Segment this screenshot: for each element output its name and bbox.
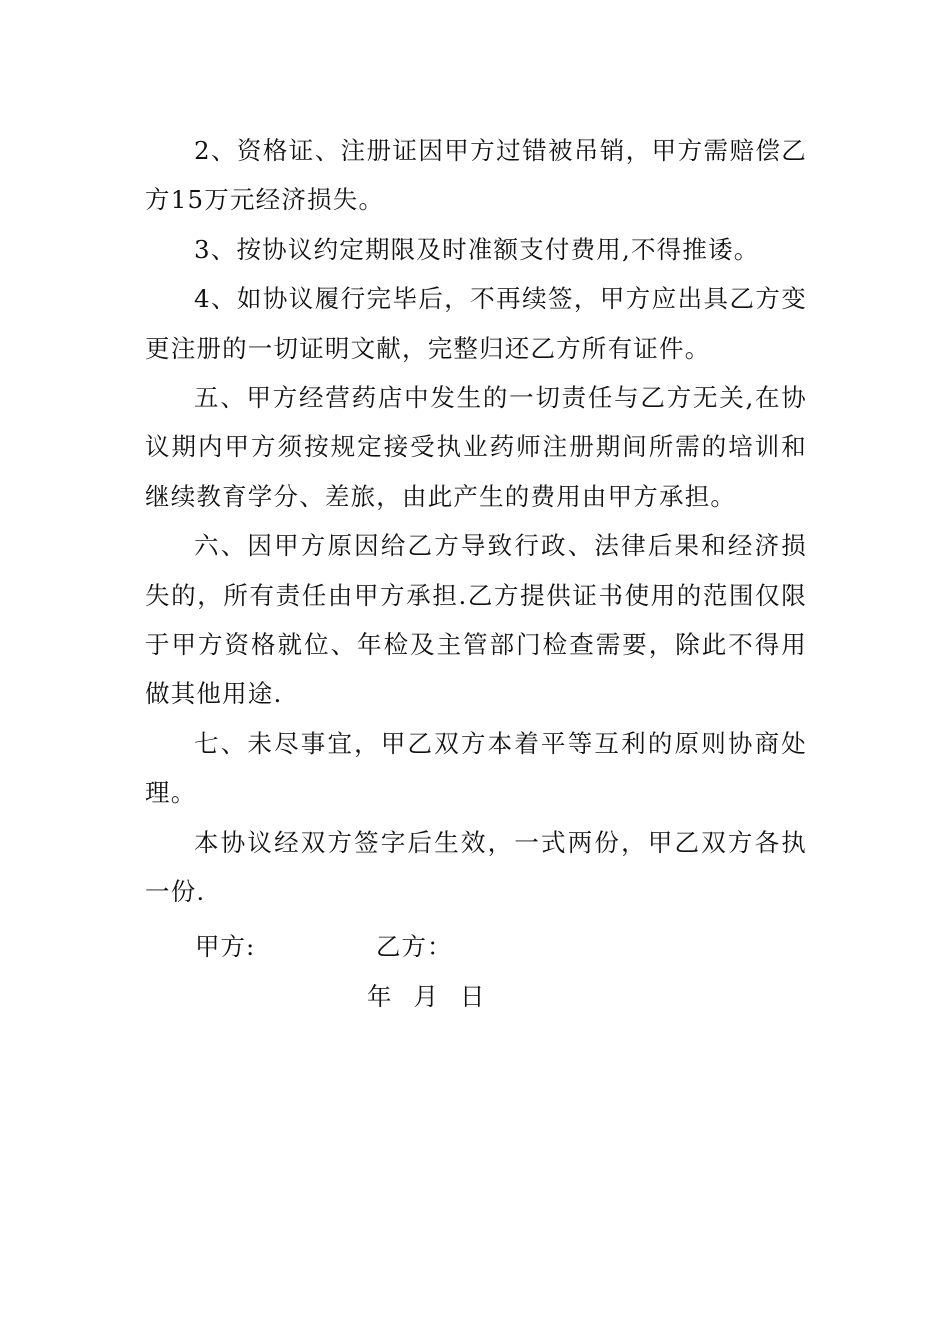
paragraph-article-7: 七、未尽事宜，甲乙双方本着平等互利的原则协商处理。 bbox=[145, 728, 807, 808]
paragraph-article-6: 六、因甲方原因给乙方导致行政、法律后果和经济损失的，所有责任由甲方承担.乙方提供证书使用的范围仅限于甲方资格就位、年检及主管部门检查需要，除此不得用做其他用途. bbox=[145, 531, 807, 709]
date-month-label: 月 bbox=[413, 982, 439, 1011]
party-a-signature-label: 甲方: bbox=[195, 932, 256, 961]
paragraph-clause-4: 4、如协议履行完毕后，不再续签，甲方应出具乙方变更注册的一切证明文献，完整归还乙方所有证件。 bbox=[145, 284, 807, 363]
paragraph-effective-clause: 本协议经双方签字后生效，一式两份，甲乙双方各执一份. bbox=[145, 827, 807, 907]
party-b-signature-label: 乙方： bbox=[376, 932, 453, 961]
paragraph-article-5: 五、甲方经营药店中发生的一切责任与乙方无关,在协议期内甲方须按规定接受执业药师注册期间所需的培训和继续教育学分、差旅，由此产生的费用由甲方承担。 bbox=[145, 383, 807, 511]
document-body bbox=[145, 126, 807, 917]
date-line bbox=[367, 978, 486, 1013]
signature-row bbox=[195, 928, 695, 968]
paragraph-clause-3: 3、按协议约定期限及时准额支付费用,不得推诿。 bbox=[194, 234, 760, 264]
date-year-label: 年 bbox=[367, 982, 393, 1011]
date-day-label: 日 bbox=[460, 982, 486, 1011]
paragraph-clause-2: 2、资格证、注册证因甲方过错被吊销，甲方需赔偿乙方15万元经济损失。 bbox=[145, 136, 807, 215]
